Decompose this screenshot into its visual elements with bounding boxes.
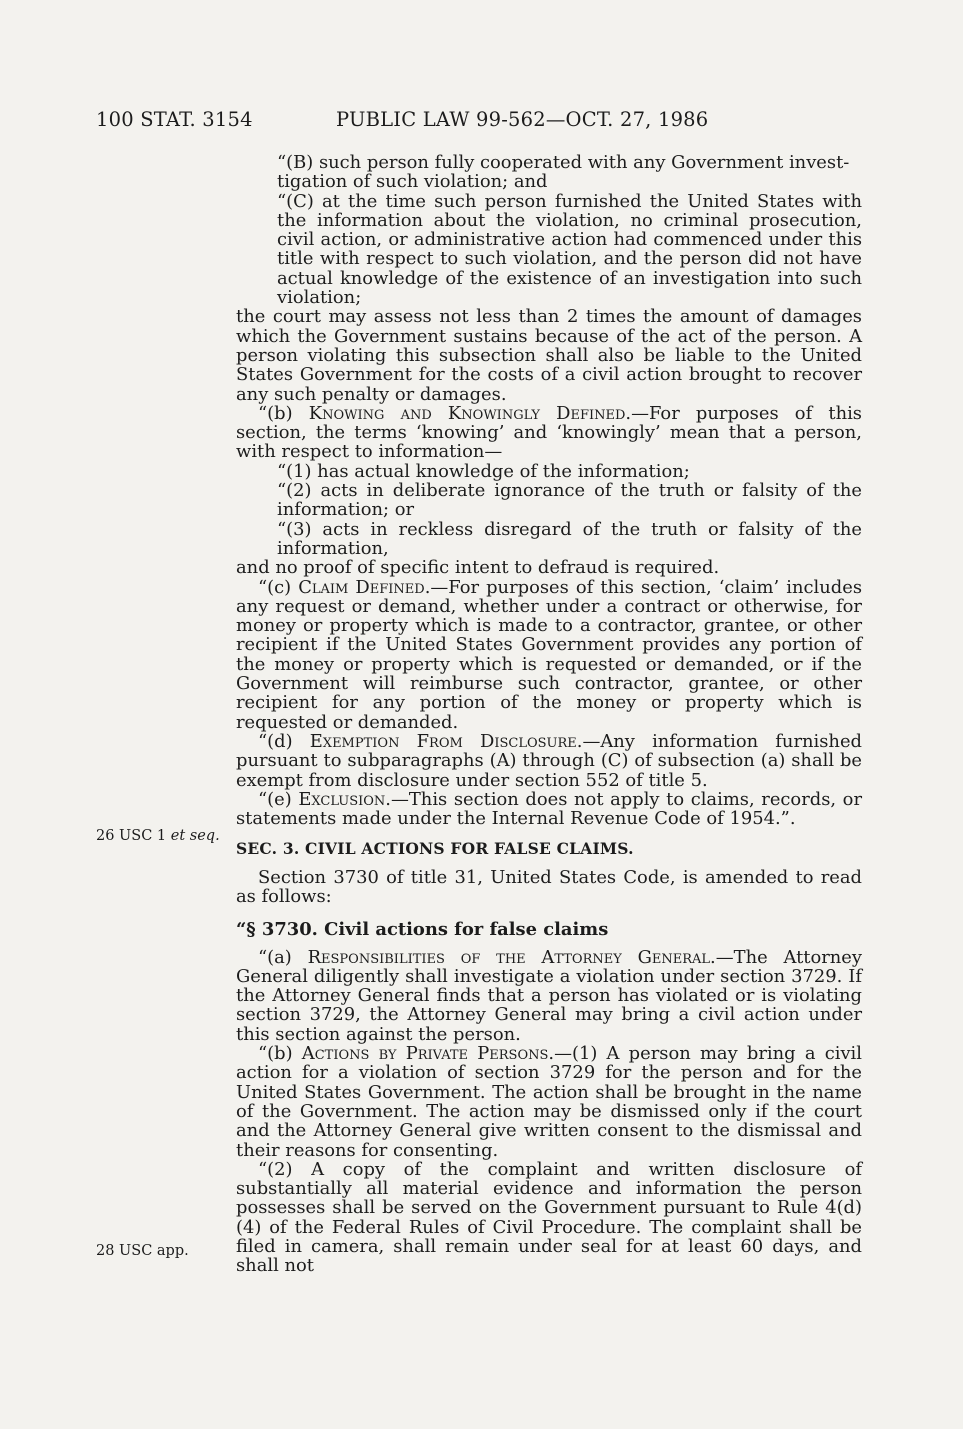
margin-note-26-usc [96, 828, 220, 844]
paragraph-court-penalty: the court may assess not less than 2 times the amount of damages which the Government sustains because of the act of the person. A person violating this subsection shall also be liable to the United States Government for the costs of a civil action brought to recover any such penalty or damages. [236, 306, 862, 405]
margin-note-28-usc: 28 USC app. [96, 1243, 189, 1259]
subsection-c-heading: Claim Defined. [298, 576, 431, 598]
subsection-a-heading: Responsibilities of the Attorney General. [307, 946, 716, 968]
margin-note-26-usc-et-seq: et seq. [170, 828, 220, 844]
subsection-e-lead: “(e) [258, 788, 299, 810]
item-2: “(2) acts in deliberate ignorance of the truth or falsity of the information; or [277, 480, 862, 521]
public-law-title: PUBLIC LAW 99-562—OCT. 27, 1986 [336, 108, 709, 131]
subsection-a-lead: “(a) [258, 946, 308, 968]
statute-page-number: 100 STAT. 3154 [96, 108, 253, 131]
subsection-d-heading: Exemption From Disclosure. [309, 730, 583, 752]
subsection-b-heading: Knowing and Knowingly Defined. [308, 402, 632, 424]
section-3-text: Section 3730 of title 31, United States Code, is amended to read as follows: [236, 866, 862, 907]
subsection-bb-lead: “(b) [258, 1043, 302, 1065]
document-body [236, 153, 862, 1276]
subsection-a-text: —The Attorney General diligently shall investigate a violation under section 3729. If the Attorney General finds that a person has violated or is violating section 3729, the Attorney General may bring a civil action under this section against the person. [236, 946, 862, 1045]
subsection-e-heading: Exclusion. [298, 788, 391, 810]
subsection-e-text: —This section does not apply to claims, records, or statements made under the Internal Revenue Code of 1954.”. [236, 788, 862, 830]
subsection-b-knowing [236, 404, 862, 462]
subsection-c-claim [236, 578, 862, 732]
subsection-d-exemption [236, 732, 862, 790]
subsection-e-exclusion [236, 790, 862, 829]
subsection-a-responsibilities [236, 948, 862, 1044]
section-3-heading: SEC. 3. CIVIL ACTIONS FOR FALSE CLAIMS. [236, 839, 634, 859]
subsection-b-lead: “(b) [258, 402, 309, 424]
paragraph-2-complaint: “(2) A copy of the complaint and written disclosure of substantially all material evidence and information the person possesses shall be served on the Government pursuant to Rule 4(d)(4) of the Federal Rules of Civil Procedure. The complaint shall be filed in camera, shall remain under seal for at least 60 days, and shall not [236, 1158, 862, 1277]
item-1: “(1) has actual knowledge of the information; [277, 460, 690, 482]
subsection-b-text: —For purposes of this section, the terms ‘knowing’ and ‘knowingly’ mean that a person, with respect to information— [236, 402, 862, 463]
subsection-c-text: —For purposes of this section, ‘claim’ includes any request or demand, whether under a contract or otherwise, for money or property which is made to a contractor, grantee, or other recipient if the United States Government provides any portion of the money or property which is requested or demanded, or if the Government will reimburse such contractor, grantee, or other recipient for any portion of the money or property which is requested or demanded. [236, 576, 862, 733]
subsection-d-text: —Any information furnished pursuant to subparagraphs (A) through (C) of subsection (a) shall be exempt from disclosure under section 552 of title 5. [236, 730, 862, 791]
subsection-bb-text: —(1) A person may bring a civil action for a violation of section 3729 for the person and for the United States Government. The action shall be brought in the name of the Government. The action may be dismissed only if the court and the Attorney General give written consent to the dismissal and their reasons for consenting. [236, 1043, 862, 1161]
paragraph-no-proof: and no proof of specific intent to defraud is required. [236, 557, 720, 579]
item-3: “(3) acts in reckless disregard of the truth or falsity of the information, [277, 518, 862, 559]
section-3730-heading: “§ 3730. Civil actions for false claims [236, 919, 609, 941]
paragraph-B-line1: “(B) such person fully cooperated with any Government invest- [277, 152, 850, 173]
subsection-c-lead: “(c) [258, 576, 299, 598]
subsection-bb-heading: Actions by Private Persons. [301, 1043, 555, 1065]
margin-note-26-usc-text: 26 USC 1 [96, 828, 167, 844]
subsection-d-lead: “(d) [258, 730, 310, 752]
subsection-b-private-persons [236, 1044, 862, 1160]
paragraph-B-line2: tigation of such violation; and [277, 171, 548, 193]
paragraph-C: “(C) at the time such person furnished the United States with the information about the violation, no criminal prosecution, civil action, or administrative action had commenced under this title with respect to such violation, and the person did not have actual knowledge of the existence of an investigation into such violation; [277, 190, 862, 309]
